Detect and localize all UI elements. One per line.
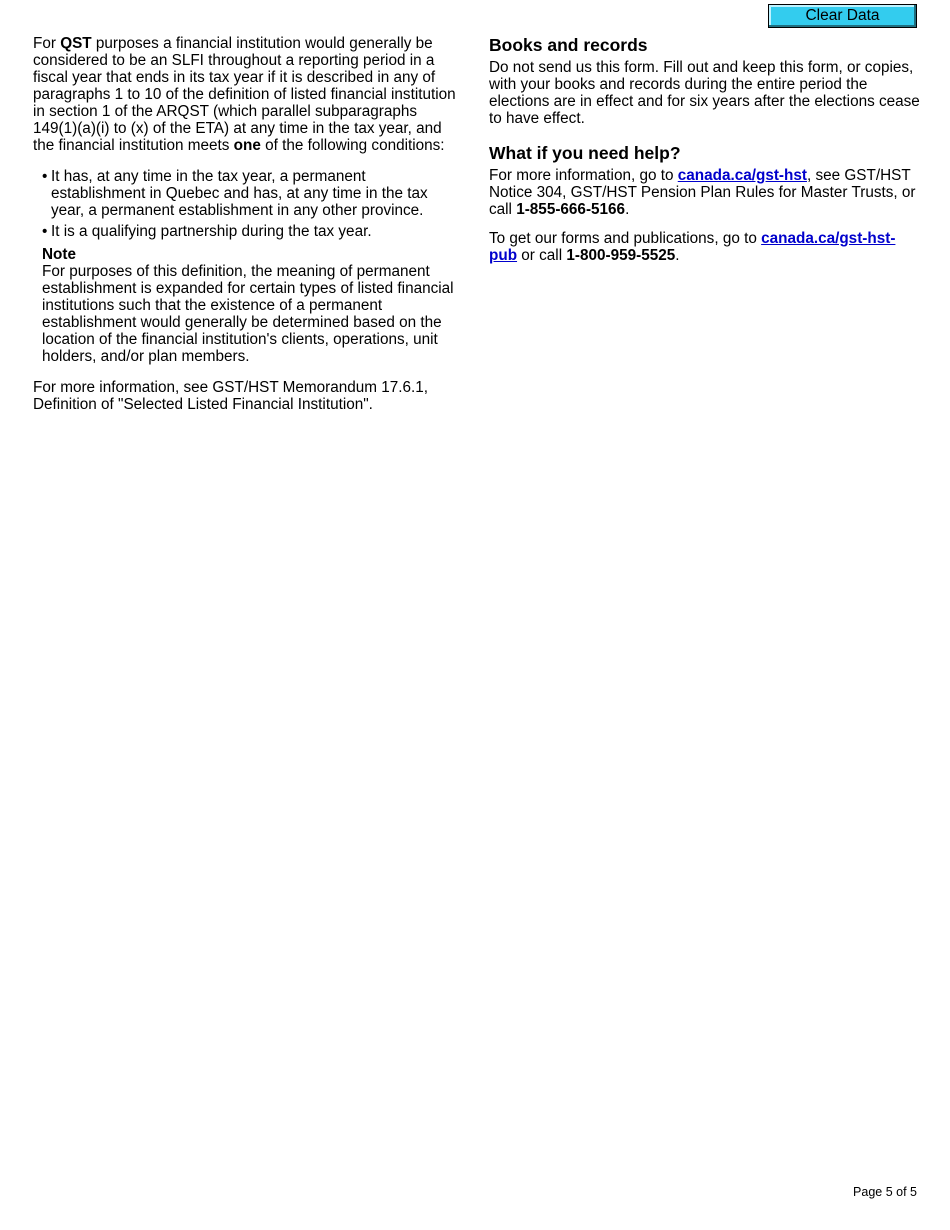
gst-hst-link[interactable]: canada.ca/gst-hst [677, 167, 807, 184]
note-title: Note [42, 246, 76, 263]
right-column [489, 35, 921, 264]
clear-data-button[interactable]: Clear Data [768, 4, 917, 28]
more-info-paragraph: For more information, see GST/HST Memorandum 17.6.1, Definition of "Selected Listed Financial Institution". [33, 379, 429, 413]
help-paragraph-1: For more information, go to canada.ca/gst-hst, see GST/HST Notice 304, GST/HST Pension Plan Rules for Master Trusts, or call 1-855-666-5166. [489, 167, 916, 218]
list-item: • It has, at any time in the tax year, a permanent establishment in Quebec and has, at any time in the tax year, a permanent establishment in any other province. [42, 168, 428, 219]
gst-hst-pub-link[interactable]: canada.ca/gst-hst-pub [489, 230, 896, 264]
one-term: one [233, 137, 261, 154]
note-body: For purposes of this definition, the meaning of permanent establishment is expanded for certain types of listed financial institutions such that the existence of a permanent establishment would generally be determined based on the location of the financial institution's clients, operations, unit holders, and/or plan members. [42, 263, 454, 365]
phone-number-2: 1-800-959-5525 [566, 247, 676, 264]
books-records-heading: Books and records [489, 35, 648, 55]
books-records-body: Do not send us this form. Fill out and keep this form, or copies, with your books and records during the entire period the elections are in effect and for six years after the elections cease to have effect. [489, 59, 920, 127]
help-paragraph-2: To get our forms and publications, go to canada.ca/gst-hst-pub or call 1-800-959-5525. [489, 230, 896, 264]
conditions-list [33, 168, 463, 240]
bullet-icon: • [42, 168, 48, 185]
list-item: • It is a qualifying partnership during the tax year. [42, 223, 372, 240]
phone-number-1: 1-855-666-5166 [516, 201, 626, 218]
help-heading: What if you need help? [489, 143, 681, 163]
intro-paragraph: For QST purposes a financial institution would generally be considered to be an SLFI throughout a reporting period in a fiscal year that ends in its tax year if it is described in any of paragraphs 1 to 10 of the definition of listed financial institution in section 1 of the ARQST (which parallel subparagraphs 149(1)(a)(i) to (x) of the ETA) at any time in the tax year, and the financial institution meets one of the following conditions: [33, 35, 456, 154]
note-block [33, 246, 463, 365]
bullet-icon: • [42, 223, 48, 240]
page-number: Page 5 of 5 [853, 1185, 917, 1199]
qst-term: QST [60, 35, 92, 52]
left-column [33, 35, 463, 413]
